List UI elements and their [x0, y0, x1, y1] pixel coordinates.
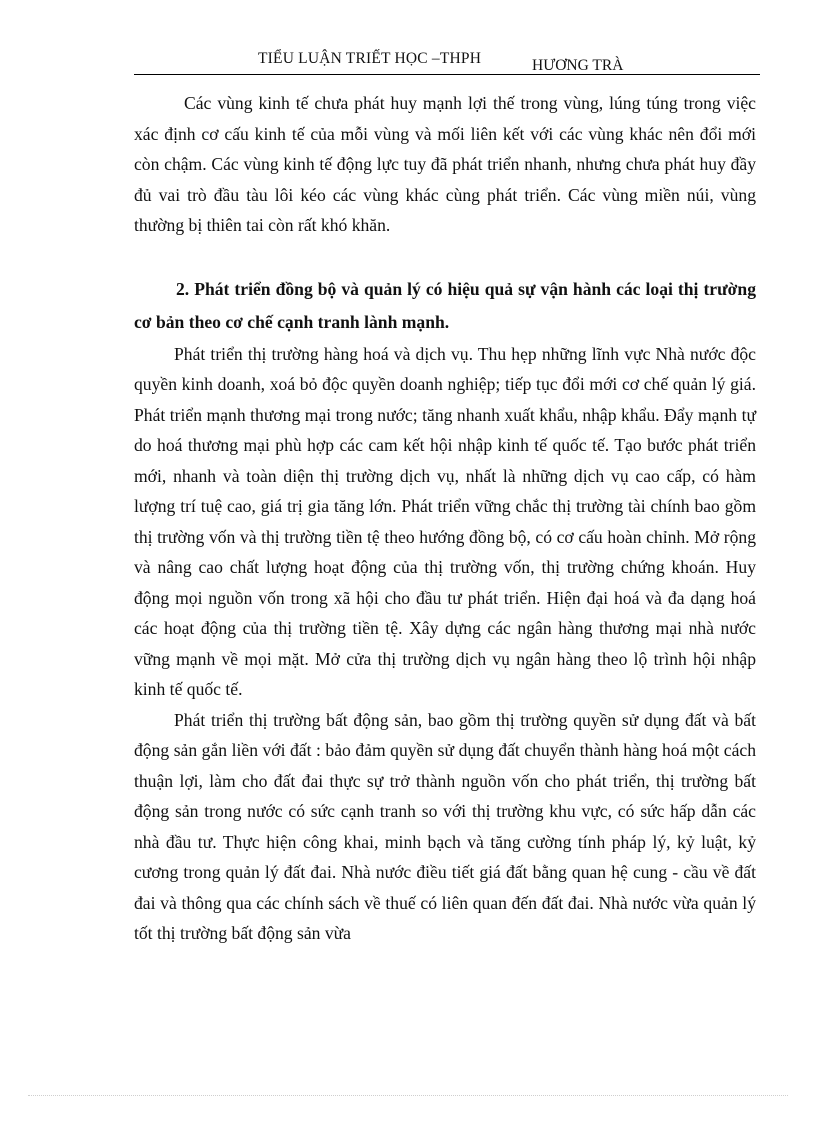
- document-body: [134, 88, 756, 949]
- paragraph-real-estate-market: Phát triển thị trường bất động sản, bao gồm thị trường quyền sử dụng đất và bất động sản gắn liền với đất : bảo đảm quyền sử dụng đất chuyển thành hàng hoá một cách thuận lợi, làm cho đất đai thực sự trở thành nguồn vốn cho phát triển, thị trường bất động sản trong nước có sức cạnh tranh so với thị trường khu vực, có sức hấp dẫn các nhà đầu tư. Thực hiện công khai, minh bạch và tăng cường tính pháp lý, kỷ luật, kỷ cương trong quản lý đất đai. Nhà nước điều tiết giá đất bằng quan hệ cung - cầu về đất đai và thông qua các chính sách về thuế có liên quan đến đất đai. Nhà nước vừa quản lý tốt thị trường bất động sản vừa: [134, 709, 756, 943]
- page-bottom-border: [28, 1095, 788, 1096]
- paragraph-goods-services-market: Phát triển thị trường hàng hoá và dịch vụ. Thu hẹp những lĩnh vực Nhà nước độc quyền kinh doanh, xoá bỏ độc quyền doanh nghiệp; tiếp tục đổi mới cơ chế quản lý giá. Phát triển mạnh thương mại trong nước; tăng nhanh xuất khẩu, nhập khẩu. Đẩy mạnh tự do hoá thương mại phù hợp các cam kết hội nhập kinh tế quốc tế. Tạo bước phát triển mới, nhanh và toàn diện thị trường dịch vụ, nhất là những dịch vụ cao cấp, có hàm lượng trí tuệ cao, giá trị gia tăng lớn. Phát triển vững chắc thị trường tài chính bao gồm thị trường vốn và thị trường tiền tệ theo hướng đồng bộ, có cơ cấu hoàn chỉnh. Mở rộng và nâng cao chất lượng hoạt động của thị trường vốn, thị trường chứng khoán. Huy động mọi nguồn vốn trong xã hội cho đầu tư phát triển. Hiện đại hoá và đa dạng hoá các hoạt động của thị trường tiền tệ. Xây dựng các ngân hàng thương mại nhà nước vững mạnh về mọi mặt. Mở cửa thị trường dịch vụ ngân hàng theo lộ trình hội nhập kinh tế quốc tế.: [134, 343, 756, 699]
- author-name: HƯƠNG TRÀ: [532, 57, 624, 74]
- paragraph-spacer: [134, 241, 756, 273]
- section-heading: 2. Phát triển đồng bộ và quản lý có hiệu quả sự vận hành các loại thị trường cơ bản theo cơ chế cạnh tranh lành mạnh.: [134, 278, 756, 332]
- paragraph-regional-economy: Các vùng kinh tế chưa phát huy mạnh lợi thế trong vùng, lúng túng trong việc xác định cơ cấu kinh tế của mỗi vùng và mối liên kết với các vùng khác nên đổi mới còn chậm. Các vùng kinh tế động lực tuy đã phát triển nhanh, nhưng chưa phát huy đầy đủ vai trò đầu tàu lôi kéo các vùng khác cùng phát triển. Các vùng miền núi, vùng thường bị thiên tai còn rất khó khăn.: [134, 93, 756, 235]
- document-title: TIỂU LUẬN TRIẾT HỌC –THPH: [258, 50, 482, 67]
- page-header: [134, 48, 760, 75]
